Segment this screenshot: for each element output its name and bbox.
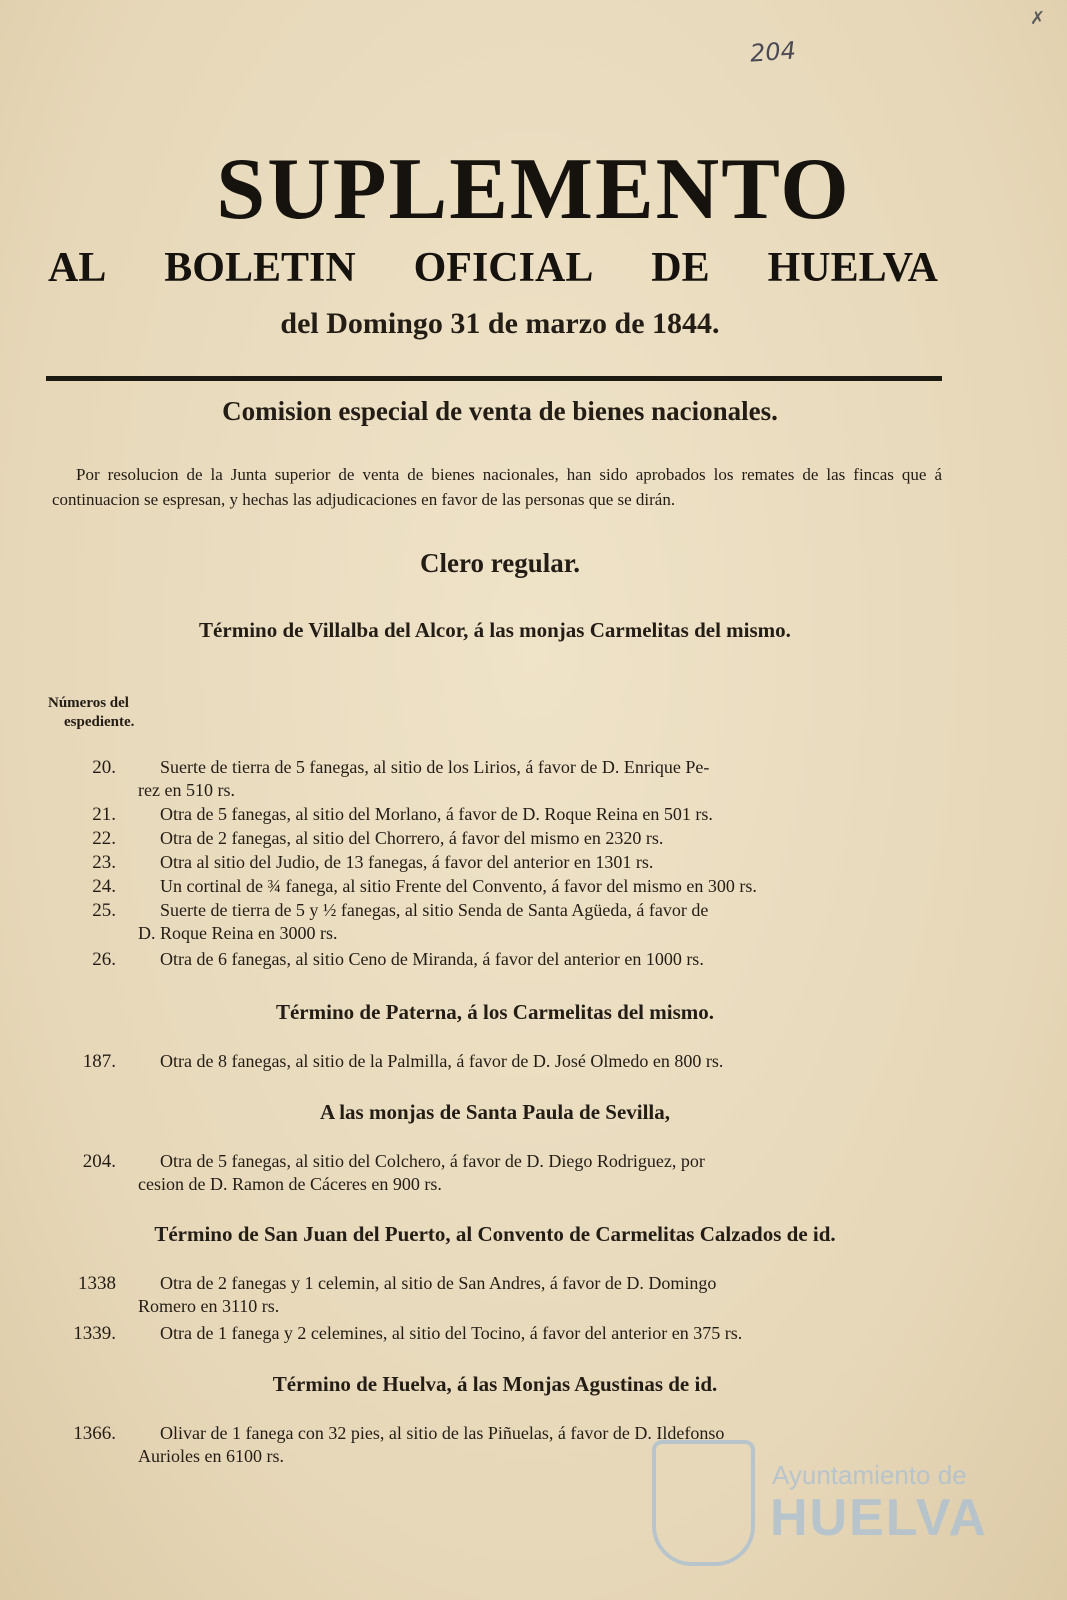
intro-paragraph: Por resolucion de la Junta superior de venta de bienes nacionales, han sido aprobados los remates de las fincas que á continuacion se espresan, y hechas las adjudicaciones en favor de las personas que se dirán.	[52, 465, 942, 509]
entry-text: Otra de 2 fanegas y 1 celemin, al sitio de San Andres, á favor de D. Domingo	[160, 1273, 717, 1293]
entry-text: Otra al sitio del Judio, de 13 fanegas, á favor del anterior en 1301 rs.	[160, 852, 654, 872]
numbers-header-line: Números del	[48, 695, 129, 711]
list-item	[48, 756, 942, 802]
entry-text-continued: cesion de D. Ramon de Cáceres en 900 rs.	[138, 1174, 442, 1194]
subtitle-word: HUELVA	[767, 245, 938, 291]
list-item	[48, 1150, 942, 1196]
entry-text-continued: rez en 510 rs.	[138, 780, 235, 800]
entry-text: Otra de 6 fanegas, al sitio Ceno de Miranda, á favor del anterior en 1000 rs.	[160, 949, 704, 969]
subtitle-word: OFICIAL	[413, 245, 594, 291]
list-item	[48, 875, 942, 898]
numbers-header-line: espediente.	[64, 714, 135, 730]
subtitle-word: DE	[651, 245, 710, 291]
list-item	[48, 1272, 942, 1318]
entry-number: 23.	[92, 852, 116, 873]
subtitle-word: AL	[48, 245, 107, 291]
watermark	[652, 1440, 989, 1560]
entry-text: Suerte de tierra de 5 fanegas, al sitio de los Lirios, á favor de D. Enrique Pe-	[160, 757, 710, 777]
entry-text-continued: D. Roque Reina en 3000 rs.	[138, 923, 338, 943]
entry-number: 187.	[82, 1051, 116, 1072]
entry-text-continued: Aurioles en 6100 rs.	[138, 1446, 284, 1466]
divider-rule	[46, 376, 942, 381]
entry-number: 25.	[92, 900, 116, 921]
entry-number: 20.	[92, 757, 116, 778]
group-heading: A las monjas de Santa Paula de Sevilla,	[319, 1100, 671, 1124]
document-subtitle	[48, 244, 938, 292]
list-item	[48, 1322, 942, 1345]
entry-number: 204.	[82, 1151, 116, 1172]
entry-number: 24.	[92, 876, 116, 897]
document-title: SUPLEMENTO	[216, 141, 851, 238]
group-heading: Término de San Juan del Puerto, al Convento de Carmelitas Calzados de id.	[154, 1222, 836, 1246]
list-item	[48, 851, 942, 874]
dateline: del Domingo 31 de marzo de 1844.	[280, 307, 720, 340]
entry-number: 1366.	[73, 1423, 116, 1444]
handwritten-page-number: 204	[749, 36, 797, 68]
list-item	[48, 827, 942, 850]
entry-text-continued: Romero en 3110 rs.	[138, 1296, 280, 1316]
group-heading: Término de Villalba del Alcor, á las monjas Carmelitas del mismo.	[199, 618, 791, 642]
entry-text: Otra de 1 fanega y 2 celemines, al sitio del Tocino, á favor del anterior en 375 rs.	[160, 1323, 743, 1343]
entry-number: 1338	[78, 1273, 116, 1294]
entry-number: 1339.	[73, 1323, 116, 1344]
list-item	[48, 1050, 942, 1073]
section-title: Clero regular.	[420, 548, 580, 578]
entry-text: Un cortinal de ¾ fanega, al sitio Frente del Convento, á favor del mismo en 300 rs.	[160, 876, 757, 896]
entry-number: 21.	[92, 804, 116, 825]
entry-text: Otra de 5 fanegas, al sitio del Morlano, á favor de D. Roque Reina en 501 rs.	[160, 804, 713, 824]
entry-text: Otra de 5 fanegas, al sitio del Colchero, á favor de D. Diego Rodriguez, por	[160, 1151, 705, 1171]
entry-text: Suerte de tierra de 5 y ½ fanegas, al sitio Senda de Santa Agüeda, á favor de	[160, 900, 709, 920]
entry-text: Otra de 8 fanegas, al sitio de la Palmilla, á favor de D. José Olmedo en 800 rs.	[160, 1051, 724, 1071]
group-heading: Término de Paterna, á los Carmelitas del mismo.	[275, 1000, 715, 1024]
entry-text: Olivar de 1 fanega con 32 pies, al sitio de las Piñuelas, á favor de D. Ildefonso	[160, 1423, 725, 1443]
list-item	[48, 899, 942, 945]
entry-number: 26.	[92, 949, 116, 970]
list-item	[48, 948, 942, 971]
watermark-line1: Ayuntamiento de	[772, 1460, 967, 1490]
subtitle-word: BOLETIN	[164, 245, 356, 291]
entry-text: Otra de 2 fanegas, al sitio del Chorrero, á favor del mismo en 2320 rs.	[160, 828, 664, 848]
coat-of-arms-icon	[652, 1440, 755, 1566]
group-heading: Término de Huelva, á las Monjas Agustinas de id.	[272, 1372, 718, 1396]
corner-mark: ✗	[1030, 8, 1046, 29]
entry-number: 22.	[92, 828, 116, 849]
list-item	[48, 803, 942, 826]
numbers-column-header	[48, 694, 134, 732]
commission-title: Comision especial de venta de bienes nacionales.	[222, 396, 778, 426]
watermark-line2: HUELVA	[770, 1489, 989, 1547]
